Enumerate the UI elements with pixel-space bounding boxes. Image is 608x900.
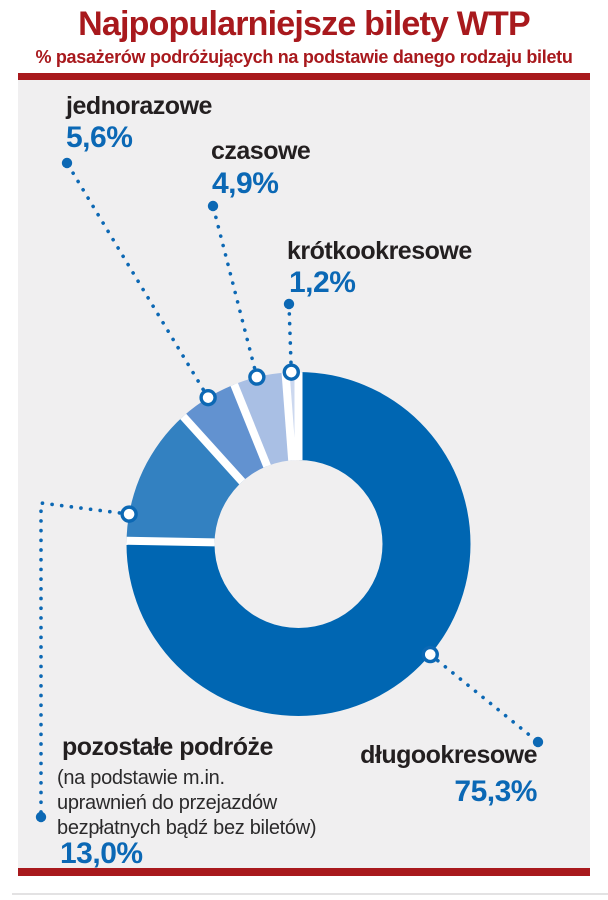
leader-line-dlugookresowe bbox=[430, 655, 538, 742]
callout-jednorazowe-label: jednorazowe bbox=[66, 92, 212, 120]
leader-line-krotkookresowe bbox=[289, 304, 291, 372]
page-subtitle: % pasażerów podróżujących na podstawie danego rodzaju biletu bbox=[35, 47, 573, 67]
callout-krotkookresowe-label: krótkookresowe bbox=[287, 237, 472, 265]
ring-marker-dlugookresowe bbox=[423, 648, 437, 662]
ring-marker-krotkookresowe bbox=[284, 365, 298, 379]
callout-czasowe-label: czasowe bbox=[211, 137, 311, 165]
ring-marker-pozostale-podroze bbox=[122, 507, 136, 521]
ring-marker-czasowe bbox=[250, 370, 264, 384]
leader-end-dot-pozostale-podroze bbox=[36, 812, 46, 822]
callout-dlugookresowe-label: długookresowe bbox=[360, 741, 537, 769]
leader-end-dot-jednorazowe bbox=[62, 158, 72, 168]
leader-line-jednorazowe bbox=[67, 163, 208, 398]
callout-czasowe-value: 4,9% bbox=[212, 167, 279, 200]
callout-pozostale-value: 13,0% bbox=[60, 837, 143, 870]
callout-krotkookresowe-value: 1,2% bbox=[289, 266, 356, 299]
callout-pozostale-note bbox=[57, 766, 316, 841]
callout-pozostale-note-line2: uprawnień do przejazdów bbox=[57, 792, 277, 814]
callout-pozostale-note-line3: bezpłatnych bądź bez biletów) bbox=[57, 817, 317, 839]
ring-marker-jednorazowe bbox=[201, 391, 215, 405]
callout-pozostale-label: pozostałe podróże bbox=[62, 733, 273, 761]
leader-line-czasowe bbox=[213, 206, 257, 377]
segment-separator-1 bbox=[119, 541, 299, 544]
page-title: Najpopularniejsze bilety WTP bbox=[78, 5, 530, 43]
leader-end-dot-krotkookresowe bbox=[284, 299, 294, 309]
callout-jednorazowe-value: 5,6% bbox=[66, 121, 133, 154]
callout-dlugookresowe-value: 75,3% bbox=[454, 775, 537, 808]
donut-ring bbox=[119, 364, 473, 718]
callout-pozostale-note-line1: (na podstawie m.in. bbox=[57, 767, 225, 789]
leader-end-dot-czasowe bbox=[208, 201, 218, 211]
